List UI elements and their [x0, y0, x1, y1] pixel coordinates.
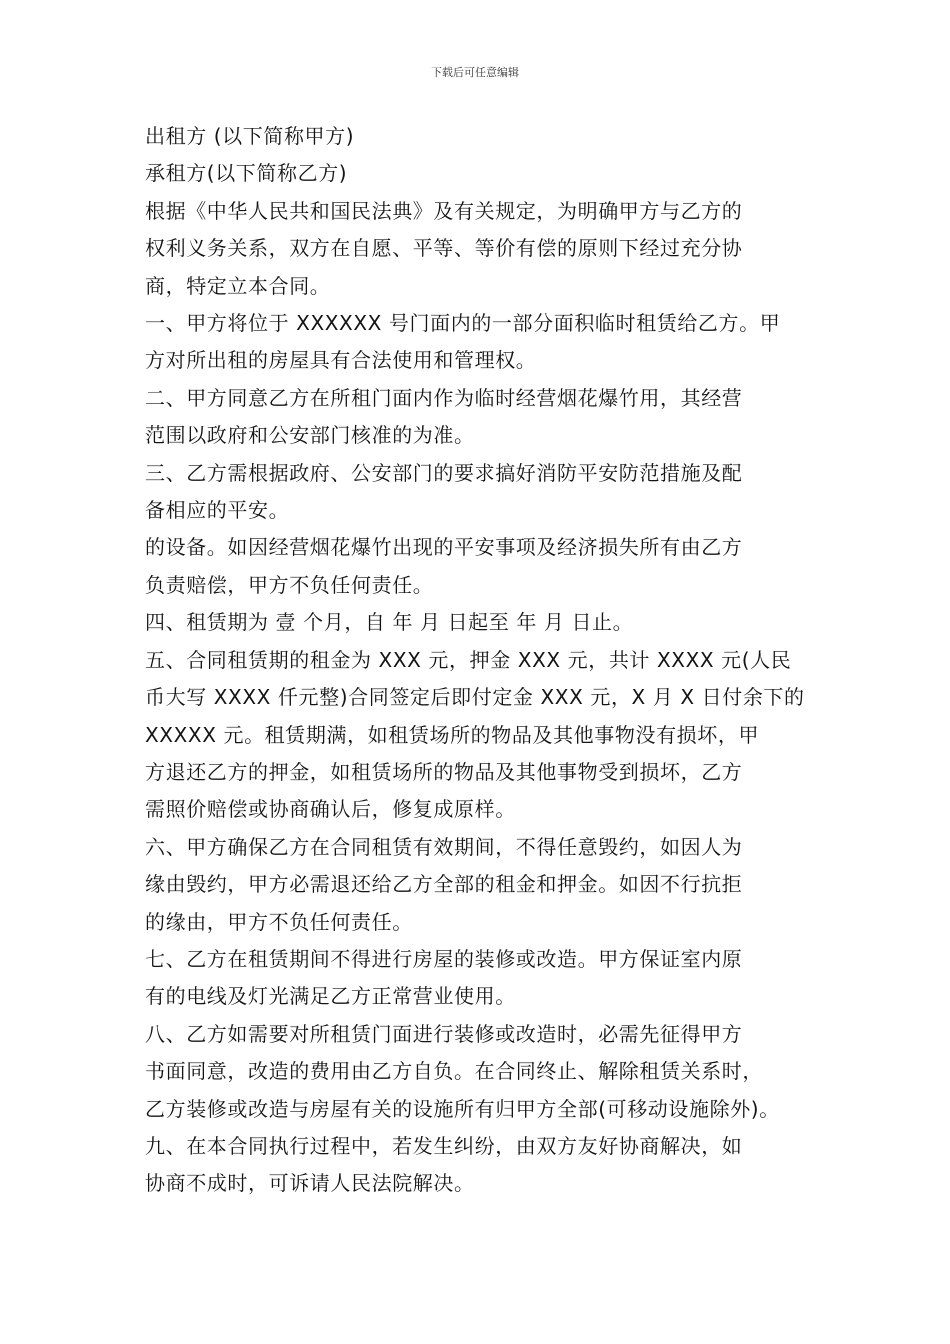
clause-1-line: 方对所出租的房屋具有合法使用和管理权。	[145, 348, 537, 373]
clause-6-line: 的缘由，甲方不负任何责任。	[145, 909, 413, 934]
clause-5-line: 需照价赔偿或协商确认后，修复成原样。	[145, 797, 516, 822]
lessor-line: 出租方 (以下简称甲方)	[145, 124, 355, 148]
preamble-line: 商，特定立本合同。	[145, 273, 331, 298]
clause-2-line: 二、甲方同意乙方在所租门面内作为临时经营烟花爆竹用，其经营	[145, 385, 743, 410]
preamble-line: 权利义务关系，双方在自愿、平等、等价有偿的原则下经过充分协	[145, 236, 743, 261]
clause-5-line: 五、合同租赁期的租金为 XXX 元，押金 XXX 元，共计 XXXX 元(人民	[145, 647, 792, 672]
clause-6-line: 缘由毁约，甲方必需退还给乙方全部的租金和押金。如因不行抗拒	[145, 872, 743, 897]
clause-6-line: 六、甲方确保乙方在合同租赁有效期间，不得任意毁约，如因人为	[145, 834, 743, 859]
page-header-note: 下载后可任意编辑	[431, 66, 519, 79]
clause-5-line: 方退还乙方的押金，如租赁场所的物品及其他事物受到损坏，乙方	[145, 759, 743, 784]
clause-9-line: 九、在本合同执行过程中，若发生纠纷，由双方友好协商解决，如	[145, 1133, 743, 1158]
clause-3-line: 备相应的平安。	[145, 498, 290, 523]
clause-3-line: 负责赔偿，甲方不负任何责任。	[145, 572, 434, 597]
clause-4-line: 四、租赁期为 壹 个月，自 年 月 日起至 年 月 日止。	[145, 610, 634, 635]
clause-8-line: 八、乙方如需要对所租赁门面进行装修或改造时，必需先征得甲方	[145, 1021, 743, 1046]
document-body	[145, 118, 815, 1203]
clause-8-line: 书面同意，改造的费用由乙方自负。在合同终止、解除租赁关系时，	[145, 1059, 763, 1084]
clause-9-line: 协商不成时，可诉请人民法院解决。	[145, 1171, 475, 1196]
lessee-line: 承租方(以下简称乙方)	[145, 161, 348, 186]
clause-3-line: 的设备。如因经营烟花爆竹出现的平安事项及经济损失所有由乙方	[145, 535, 743, 560]
clause-8-line: 乙方装修或改造与房屋有关的设施所有归甲方全部(可移动设施除外)。	[145, 1096, 780, 1121]
clause-5-line: 币大写 XXXX 仟元整)合同签定后即付定金 XXX 元，X 月 X 日付余下的	[145, 685, 805, 710]
clause-7-line: 有的电线及灯光满足乙方正常营业使用。	[145, 984, 516, 1009]
clause-1-line: 一、甲方将位于 XXXXXX 号门面内的一部分面积临时租赁给乙方。甲	[145, 311, 781, 336]
clause-7-line: 七、乙方在租赁期间不得进行房屋的装修或改造。甲方保证室内原	[145, 946, 743, 971]
preamble-line: 根据《中华人民共和国民法典》及有关规定，为明确甲方与乙方的	[145, 198, 743, 223]
clause-2-line: 范围以政府和公安部门核准的为准。	[145, 423, 475, 448]
clause-3-line: 三、乙方需根据政府、公安部门的要求搞好消防平安防范措施及配	[145, 460, 743, 485]
clause-5-line: XXXXX 元。租赁期满，如租赁场所的物品及其他事物没有损坏，甲	[145, 722, 760, 747]
